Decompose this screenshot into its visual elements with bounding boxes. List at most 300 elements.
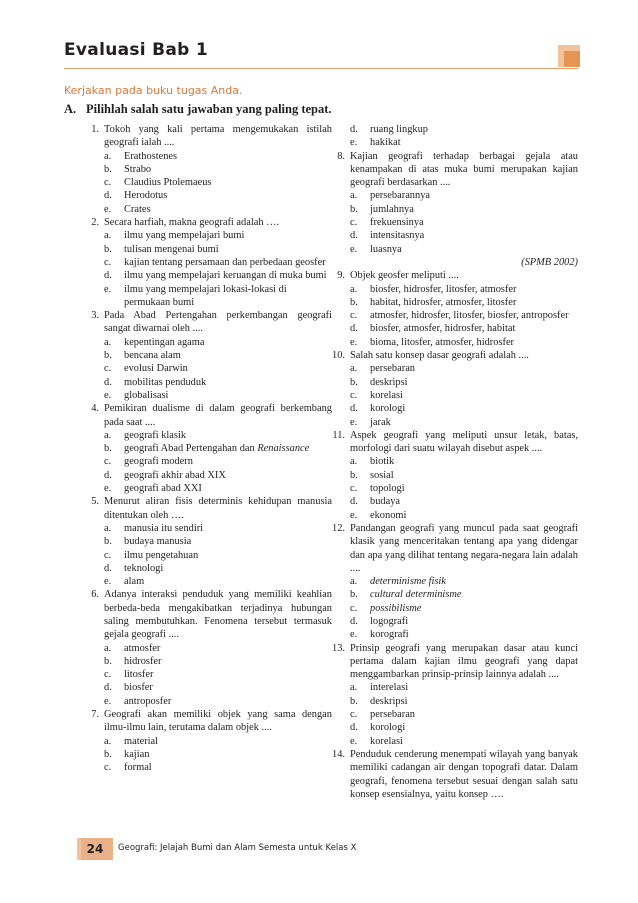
title-divider bbox=[64, 68, 578, 69]
option-text-italic: cultural determinisme bbox=[370, 589, 462, 601]
answer-option bbox=[350, 123, 578, 136]
option-text bbox=[370, 496, 400, 507]
answer-option bbox=[350, 695, 578, 708]
option-text-plain: manusia itu sendiri bbox=[124, 522, 204, 534]
option-text-plain: korografi bbox=[370, 629, 409, 641]
question-stem: Pada Abad Pertengahan perkembangan geografi sangat diwarnai oleh .... bbox=[104, 310, 332, 335]
option-text-plain: biotik bbox=[370, 456, 395, 468]
option-letter: e. bbox=[350, 509, 358, 521]
option-letter: d. bbox=[104, 190, 112, 202]
answer-option bbox=[350, 628, 578, 641]
option-text-plain: geografi akhir abad XIX bbox=[124, 469, 226, 481]
option-letter: b. bbox=[350, 203, 358, 215]
option-letter: b. bbox=[350, 296, 358, 308]
answer-option bbox=[350, 735, 578, 748]
option-letter: c. bbox=[104, 256, 112, 268]
option-text-plain: habitat, hidrosfer, atmosfer, litosfer bbox=[370, 296, 517, 308]
option-text bbox=[124, 456, 193, 467]
option-letter: b. bbox=[104, 748, 112, 760]
option-text bbox=[124, 164, 151, 175]
option-letter: c. bbox=[350, 483, 358, 495]
option-letter: b. bbox=[350, 376, 358, 388]
question-number: 5. bbox=[91, 496, 99, 508]
option-letter: d. bbox=[350, 722, 358, 734]
option-text-plain: atmosfer bbox=[124, 642, 161, 654]
option-letter: d. bbox=[350, 403, 358, 415]
option-letter: e. bbox=[350, 336, 358, 348]
option-letter: c. bbox=[350, 709, 358, 721]
option-text bbox=[370, 124, 428, 135]
answer-option bbox=[104, 349, 332, 362]
answer-option bbox=[350, 216, 578, 229]
option-text bbox=[370, 403, 405, 414]
answer-option bbox=[350, 336, 578, 349]
answer-option bbox=[104, 562, 332, 575]
option-text-plain: Erathostenes bbox=[124, 150, 178, 162]
option-text bbox=[124, 656, 162, 667]
chapter-evaluation-title: Evaluasi Bab 1 bbox=[64, 40, 208, 60]
option-text bbox=[370, 470, 394, 481]
option-text-plain: interelasi bbox=[370, 682, 409, 694]
option-text bbox=[370, 736, 403, 747]
option-text bbox=[370, 603, 421, 614]
option-text-plain: Crates bbox=[124, 203, 151, 215]
option-text-plain: persebaran bbox=[370, 363, 415, 375]
option-text bbox=[370, 629, 409, 640]
option-text-plain: geografi Abad Pertengahan dan bbox=[124, 443, 258, 455]
option-letter: a. bbox=[350, 576, 358, 588]
option-text-plain: Herodotus bbox=[124, 190, 168, 202]
option-text bbox=[370, 589, 461, 600]
option-letter: d. bbox=[350, 615, 358, 627]
option-letter: d. bbox=[104, 562, 112, 574]
option-letter: a. bbox=[350, 190, 358, 202]
question-item bbox=[80, 402, 332, 495]
option-list bbox=[350, 681, 578, 747]
question-number: 6. bbox=[91, 589, 99, 601]
option-letter: b. bbox=[104, 243, 112, 255]
option-text-plain: budaya bbox=[370, 496, 401, 508]
answer-option bbox=[104, 549, 332, 562]
option-letter: e. bbox=[350, 416, 358, 428]
right-question-column bbox=[326, 123, 578, 801]
answer-option bbox=[350, 482, 578, 495]
option-text bbox=[124, 337, 205, 348]
question-stem: Objek geosfer meliputi .... bbox=[350, 270, 459, 282]
question-7-continued-options bbox=[326, 123, 578, 150]
option-letter: b. bbox=[104, 655, 112, 667]
answer-option bbox=[350, 575, 578, 588]
option-list bbox=[350, 575, 578, 641]
option-text-plain: biosfer, hidrosfer, litosfer, atmosfer bbox=[370, 283, 517, 295]
option-letter: c. bbox=[350, 217, 358, 229]
option-text-plain: hidrosfer bbox=[124, 655, 162, 667]
answer-option bbox=[104, 575, 332, 588]
option-list bbox=[104, 429, 332, 495]
option-text-plain: frekuensinya bbox=[370, 217, 424, 229]
answer-option bbox=[104, 163, 332, 176]
answer-option bbox=[350, 495, 578, 508]
question-item bbox=[326, 748, 578, 801]
page-number: 24 bbox=[86, 842, 104, 856]
question-stem: Geografi akan memiliki objek yang sama dengan ilmu-ilmu lain, terutama dalam objek .... bbox=[104, 709, 332, 734]
option-list bbox=[104, 336, 332, 402]
option-text bbox=[370, 363, 415, 374]
option-text bbox=[370, 217, 424, 228]
option-text-plain: persebarannya bbox=[370, 190, 430, 202]
question-stem: Salah satu konsep dasar geografi adalah .... bbox=[350, 350, 529, 362]
option-list bbox=[104, 642, 332, 708]
option-letter: a. bbox=[104, 642, 112, 654]
question-number: 8. bbox=[337, 150, 345, 162]
option-text bbox=[124, 536, 191, 547]
answer-option bbox=[350, 296, 578, 309]
option-text-plain: topologi bbox=[370, 483, 405, 495]
option-text-plain: jarak bbox=[370, 416, 391, 428]
question-number: 11. bbox=[332, 429, 345, 441]
option-text bbox=[124, 669, 153, 680]
option-letter: d. bbox=[350, 230, 358, 242]
left-question-column bbox=[80, 123, 332, 775]
option-text bbox=[124, 563, 163, 574]
question-stem: Menurut aliran fisis determinis kehidupan manusia ditentukan oleh …. bbox=[104, 496, 332, 521]
option-letter: c. bbox=[104, 363, 112, 375]
option-letter: d. bbox=[104, 682, 112, 694]
option-letter: a. bbox=[104, 150, 112, 162]
answer-option bbox=[350, 136, 578, 149]
option-text-plain: ilmu yang mempelajari bumi bbox=[124, 230, 245, 242]
question-number: 13. bbox=[332, 642, 345, 654]
option-letter: c. bbox=[104, 456, 112, 468]
option-text-plain: ilmu yang mempelajari keruangan di muka bumi bbox=[124, 270, 327, 282]
option-text bbox=[124, 576, 144, 587]
option-letter: e. bbox=[350, 137, 358, 149]
answer-option bbox=[350, 203, 578, 216]
option-text-plain: ekonomi bbox=[370, 509, 407, 521]
question-number: 12. bbox=[332, 522, 345, 534]
option-text-italic: Renaissance bbox=[257, 443, 310, 455]
answer-option bbox=[350, 283, 578, 296]
question-item bbox=[326, 429, 578, 522]
option-text bbox=[124, 257, 326, 268]
option-text bbox=[124, 696, 171, 707]
option-text bbox=[370, 722, 405, 733]
option-letter: a. bbox=[104, 522, 112, 534]
answer-option bbox=[104, 336, 332, 349]
answer-option bbox=[350, 602, 578, 615]
question-stem: Pemikiran dualisme di dalam geografi berkembang pada saat .... bbox=[104, 403, 332, 428]
option-letter: c. bbox=[350, 389, 358, 401]
option-text-plain: tulisan mengenai bumi bbox=[124, 243, 219, 255]
option-text bbox=[370, 244, 402, 255]
option-text-plain: evolusi Darwin bbox=[124, 363, 188, 375]
answer-option bbox=[104, 283, 332, 310]
option-text bbox=[370, 230, 424, 241]
option-text-plain: jumlahnya bbox=[370, 203, 414, 215]
option-letter: c. bbox=[104, 177, 112, 189]
option-text bbox=[124, 190, 167, 201]
option-text bbox=[370, 510, 406, 521]
question-number: 9. bbox=[337, 270, 345, 282]
option-letter: a. bbox=[104, 735, 112, 747]
option-text bbox=[124, 550, 198, 561]
option-text-plain: geografi modern bbox=[124, 456, 193, 468]
option-text-plain: globalisasi bbox=[124, 389, 169, 401]
option-text bbox=[124, 682, 153, 693]
option-text bbox=[124, 430, 186, 441]
option-text-plain: material bbox=[124, 735, 159, 747]
option-letter: d. bbox=[104, 270, 112, 282]
question-number: 4. bbox=[91, 403, 99, 415]
answer-option bbox=[350, 615, 578, 628]
answer-option bbox=[350, 402, 578, 415]
answer-option bbox=[104, 469, 332, 482]
option-list bbox=[350, 362, 578, 428]
option-text-plain: mobilitas penduduk bbox=[124, 376, 207, 388]
answer-option bbox=[104, 229, 332, 242]
right-questions bbox=[326, 150, 578, 802]
answer-option bbox=[350, 322, 578, 335]
option-letter: b. bbox=[104, 350, 112, 362]
question-item bbox=[326, 642, 578, 748]
option-text bbox=[370, 616, 408, 627]
option-text-plain: korelasi bbox=[370, 735, 403, 747]
option-text bbox=[124, 443, 309, 454]
option-text-plain: deskripsi bbox=[370, 376, 408, 388]
answer-option bbox=[104, 376, 332, 389]
answer-option bbox=[104, 429, 332, 442]
answer-option bbox=[104, 269, 332, 282]
option-text-plain: Claudius Ptolemaeus bbox=[124, 177, 212, 189]
option-text bbox=[370, 456, 394, 467]
option-text-plain: bencana alam bbox=[124, 350, 181, 362]
option-text bbox=[370, 204, 414, 215]
option-text-plain: biosfer, atmosfer, hidrosfer, habitat bbox=[370, 323, 516, 335]
answer-option bbox=[350, 229, 578, 242]
option-text bbox=[124, 377, 206, 388]
option-text-plain: bioma, litosfer, atmosfer, hidrosfer bbox=[370, 336, 515, 348]
option-text-plain: intensitasnya bbox=[370, 230, 425, 242]
option-text-plain: persebaran bbox=[370, 709, 415, 721]
question-item bbox=[80, 309, 332, 402]
question-number: 14. bbox=[332, 748, 345, 760]
question-item bbox=[80, 588, 332, 708]
answer-option bbox=[104, 522, 332, 535]
answer-option bbox=[104, 203, 332, 216]
option-letter: c. bbox=[350, 310, 358, 322]
answer-option bbox=[350, 389, 578, 402]
option-list bbox=[350, 455, 578, 521]
option-letter: b. bbox=[104, 163, 112, 175]
option-letter: b. bbox=[350, 469, 358, 481]
option-text-plain: litosfer bbox=[124, 669, 154, 681]
answer-option bbox=[350, 455, 578, 468]
answer-option bbox=[104, 176, 332, 189]
question-stem: Aspek geografi yang meliputi unsur letak, batas, morfologi dari suatu wilayah disebut aspek .... bbox=[350, 429, 578, 455]
answer-option bbox=[104, 362, 332, 375]
option-letter: c. bbox=[104, 762, 112, 774]
question-item bbox=[326, 150, 578, 270]
option-text-plain: atmosfer, hidrosfer, litosfer, biosfer, antroposfer bbox=[370, 310, 569, 322]
option-letter: a. bbox=[350, 456, 358, 468]
answer-option bbox=[350, 189, 578, 202]
answer-option bbox=[350, 362, 578, 375]
answer-option bbox=[104, 668, 332, 681]
option-letter: d. bbox=[104, 469, 112, 481]
answer-option bbox=[104, 735, 332, 748]
option-letter: e. bbox=[104, 203, 112, 215]
option-list bbox=[104, 522, 332, 588]
option-letter: e. bbox=[104, 389, 112, 401]
option-text-plain: luasnya bbox=[370, 243, 402, 255]
option-text bbox=[124, 736, 158, 747]
option-text bbox=[124, 643, 160, 654]
answer-option bbox=[350, 469, 578, 482]
option-letter: e. bbox=[350, 243, 358, 255]
option-text bbox=[370, 709, 415, 720]
answer-option bbox=[104, 655, 332, 668]
option-text-plain: antroposfer bbox=[124, 695, 172, 707]
answer-option bbox=[104, 482, 332, 495]
question-item bbox=[80, 123, 332, 216]
option-letter: e. bbox=[350, 735, 358, 747]
option-text-plain: Strabo bbox=[124, 163, 152, 175]
option-text bbox=[370, 284, 516, 295]
answer-option bbox=[350, 309, 578, 322]
option-list bbox=[104, 229, 332, 309]
option-text bbox=[124, 244, 219, 255]
answer-option bbox=[350, 681, 578, 694]
option-text bbox=[124, 470, 226, 481]
option-list bbox=[350, 189, 578, 255]
option-text bbox=[124, 762, 152, 773]
option-text bbox=[124, 363, 188, 374]
option-letter: a. bbox=[350, 682, 358, 694]
option-text bbox=[370, 337, 514, 348]
answer-option bbox=[104, 389, 332, 402]
option-text-plain: geografi klasik bbox=[124, 429, 187, 441]
answer-option bbox=[104, 761, 332, 774]
option-text bbox=[124, 284, 287, 308]
footer-book-title: Geografi: Jelajah Bumi dan Alam Semesta untuk Kelas X bbox=[118, 843, 357, 853]
option-text-plain: biosfer bbox=[124, 682, 153, 694]
option-text bbox=[124, 523, 203, 534]
answer-option bbox=[104, 442, 332, 455]
question-number: 1. bbox=[91, 124, 99, 135]
option-text-plain: budaya manusia bbox=[124, 536, 192, 548]
option-letter: e. bbox=[104, 483, 112, 495]
option-text bbox=[124, 204, 151, 215]
option-letter: c. bbox=[350, 602, 358, 614]
option-text-plain: kepentingan agama bbox=[124, 336, 205, 348]
option-text bbox=[370, 377, 408, 388]
option-letter: a. bbox=[104, 336, 112, 348]
option-text-plain: korologi bbox=[370, 403, 406, 415]
option-text bbox=[370, 696, 408, 707]
option-letter: c. bbox=[104, 549, 112, 561]
answer-option bbox=[350, 588, 578, 601]
option-letter: e. bbox=[104, 283, 112, 295]
option-letter: a. bbox=[104, 429, 112, 441]
option-letter: a. bbox=[350, 283, 358, 295]
section-letter: A. bbox=[64, 102, 77, 116]
question-number: 7. bbox=[91, 709, 99, 721]
question-item bbox=[80, 708, 332, 774]
answer-option bbox=[104, 243, 332, 256]
answer-option bbox=[104, 642, 332, 655]
option-letter: b. bbox=[104, 443, 112, 455]
option-text-plain: kajian bbox=[124, 748, 150, 760]
question-number: 3. bbox=[91, 310, 99, 322]
option-list bbox=[350, 283, 578, 349]
option-text-plain: ilmu pengetahuan bbox=[124, 549, 199, 561]
answer-option bbox=[350, 416, 578, 429]
option-letter: d. bbox=[350, 323, 358, 335]
question-item bbox=[326, 269, 578, 349]
question-stem: Tokoh yang kali pertama mengemukakan istilah geografi ialah .... bbox=[104, 124, 332, 149]
option-text-plain: hakikat bbox=[370, 137, 401, 149]
option-text-plain: logografi bbox=[370, 615, 409, 627]
option-text-plain: sosial bbox=[370, 469, 394, 481]
answer-option bbox=[104, 256, 332, 269]
question-stem: Secara harfiah, makna geografi adalah …. bbox=[104, 217, 280, 229]
answer-option bbox=[104, 535, 332, 548]
answer-option bbox=[104, 681, 332, 694]
answer-option bbox=[104, 695, 332, 708]
option-text-plain: alam bbox=[124, 576, 145, 588]
option-text bbox=[370, 297, 516, 308]
option-text bbox=[370, 417, 391, 428]
answer-option bbox=[350, 509, 578, 522]
option-letter: e. bbox=[350, 629, 358, 641]
answer-option bbox=[350, 243, 578, 256]
option-letter: a. bbox=[104, 230, 112, 242]
option-letter: b. bbox=[104, 536, 112, 548]
question-number: 2. bbox=[91, 217, 99, 229]
option-letter: d. bbox=[104, 376, 112, 388]
option-text bbox=[124, 270, 327, 281]
question-stem: Adanya interaksi penduduk yang memiliki keahlian berbeda-beda mengakibatkan terjadinya hubungan saling membutuhkan. Fenomena tersebut termasuk gejala geografi .... bbox=[104, 589, 332, 641]
option-list bbox=[104, 150, 332, 216]
option-letter: e. bbox=[104, 695, 112, 707]
option-text bbox=[124, 749, 149, 760]
option-letter: b. bbox=[350, 695, 358, 707]
instruction-text: Kerjakan pada buku tugas Anda. bbox=[64, 84, 243, 97]
option-text-plain: geografi abad XXI bbox=[124, 483, 202, 495]
option-letter: b. bbox=[350, 589, 358, 601]
option-list bbox=[104, 735, 332, 775]
option-text bbox=[124, 151, 177, 162]
question-stem: Kajian geografi terhadap berbagai gejala atau kenampakan di atas muka bumi merupakan kajian geografi berdasarkan .... bbox=[350, 150, 578, 189]
option-text bbox=[124, 350, 181, 361]
option-text bbox=[370, 682, 408, 693]
question-item bbox=[326, 349, 578, 429]
option-text-plain: kajian tentang persamaan dan perbedaan geosfer bbox=[124, 256, 326, 268]
option-text-plain: teknologi bbox=[124, 562, 164, 574]
question-item bbox=[80, 216, 332, 309]
option-letter: d. bbox=[350, 496, 358, 508]
option-text bbox=[370, 137, 401, 148]
option-text bbox=[370, 310, 569, 321]
option-text-italic: determinisme fisik bbox=[370, 576, 446, 588]
option-text bbox=[124, 230, 244, 241]
question-number: 10. bbox=[332, 350, 345, 362]
answer-option bbox=[350, 708, 578, 721]
option-letter: d. bbox=[350, 124, 358, 135]
option-text bbox=[124, 390, 168, 401]
answer-option bbox=[104, 189, 332, 202]
answer-option bbox=[104, 748, 332, 761]
